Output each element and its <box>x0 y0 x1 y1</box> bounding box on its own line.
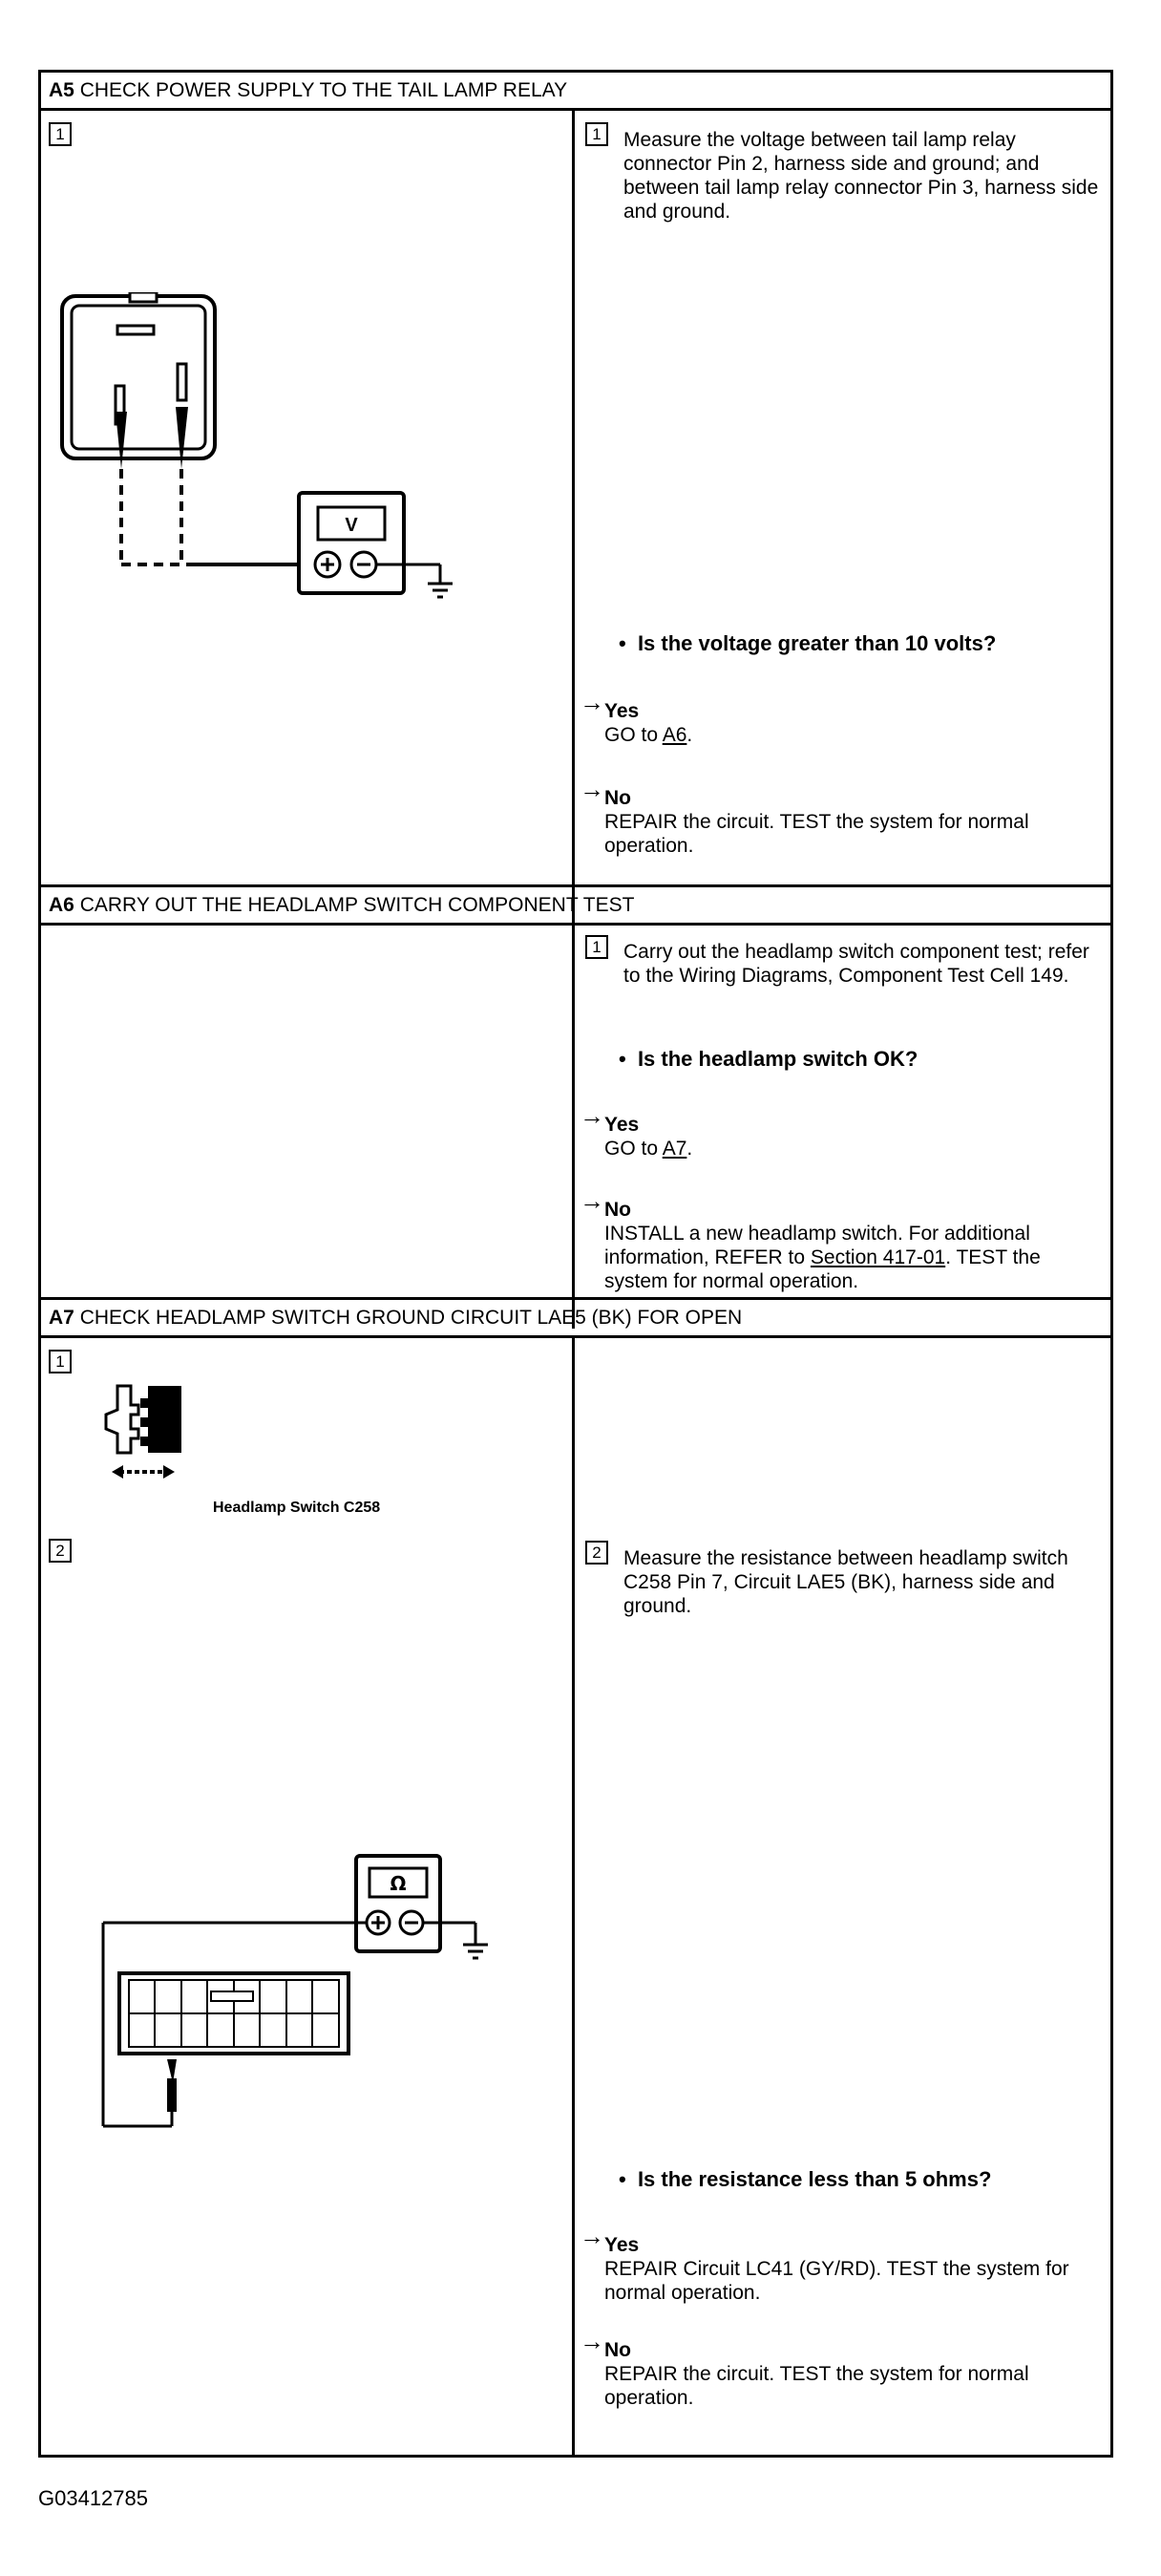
step-a6-instruction: Carry out the headlamp switch component test; refer to the Wiring Diagrams, Component Test Cell 149. <box>623 941 1089 987</box>
step-a6-yes-label: Yes <box>604 1114 640 1136</box>
step-a5-header <box>41 73 1110 111</box>
step-a5-no-action: REPAIR the circuit. TEST the system for normal operation. <box>604 811 1029 857</box>
step-a6-question <box>619 1047 918 1072</box>
step-a5-yes-action <box>604 723 692 747</box>
step-a5-question <box>619 631 996 656</box>
step-a6-no-action <box>604 1222 1101 1293</box>
procedure-table <box>38 70 1113 2458</box>
ohmmeter-connector-illustration <box>98 1854 518 2188</box>
step-a5-yes-label: Yes <box>604 700 640 722</box>
relay-voltmeter-illustration <box>49 292 478 607</box>
step-a6-no-label: No <box>604 1199 631 1221</box>
bullet-glyph: • <box>619 1047 626 1071</box>
step-a7-yes-action: REPAIR Circuit LC41 (GY/RD). TEST the system for normal operation. <box>604 2258 1069 2304</box>
substep-number-box: 2 <box>585 1541 608 1565</box>
step-a6-yes-action <box>604 1137 692 1160</box>
figure-code: G03412785 <box>38 2486 148 2510</box>
yes-arrow-icon: → <box>580 688 604 716</box>
step-a6-header <box>41 887 1110 926</box>
step-a7-header <box>41 1300 1110 1338</box>
step-a5-instruction: Measure the voltage between tail lamp relay connector Pin 2, harness side and ground; and between tail lamp relay connector Pin 3, harness side and ground. <box>623 129 1099 223</box>
step-a7-no-action: REPAIR the circuit. TEST the system for normal operation. <box>604 2363 1029 2409</box>
no-arrow-icon: → <box>580 1186 604 1215</box>
substep-number-box: 1 <box>585 935 608 959</box>
link-section-417-01[interactable]: Section 417-01 <box>810 1246 946 1268</box>
voltmeter-symbol: V <box>345 515 358 536</box>
yes-text: GO to <box>604 724 663 746</box>
column-divider <box>572 111 575 923</box>
bullet-glyph: • <box>619 2167 626 2191</box>
step-a6-id: A6 <box>49 894 74 916</box>
bullet-glyph: • <box>619 631 626 655</box>
yes-arrow-icon: → <box>580 2222 604 2250</box>
yes-arrow-icon: → <box>580 1101 604 1130</box>
substep-number-box: 2 <box>49 1539 72 1563</box>
substep-number-box: 1 <box>585 122 608 146</box>
step-a7-yes-label: Yes <box>604 2234 640 2256</box>
connector-disconnect-illustration <box>89 1381 203 1491</box>
step-a7-title: CHECK HEADLAMP SWITCH GROUND CIRCUIT LAE5 (BK) FOR OPEN <box>79 1307 743 1329</box>
no-text: . TEST the system for normal operation. <box>604 1246 1041 1292</box>
step-a7-no-label: No <box>604 2339 631 2361</box>
step-a5-id: A5 <box>49 79 74 101</box>
ohmmeter-symbol: Ω <box>390 1872 407 1895</box>
link-a7[interactable]: A7 <box>662 1138 687 1160</box>
column-divider <box>572 1338 575 2458</box>
step-a5-title: CHECK POWER SUPPLY TO THE TAIL LAMP RELAY <box>79 79 568 101</box>
step-a7-instruction: Measure the resistance between headlamp switch C258 Pin 7, Circuit LAE5 (BK), harness side and ground. <box>623 1547 1068 1617</box>
step-a7-question <box>619 2167 991 2192</box>
yes-text: GO to <box>604 1138 663 1160</box>
no-text: INSTALL a new headlamp switch. For additional information, REFER to <box>604 1223 1030 1268</box>
step-a5-question-text: Is the voltage greater than 10 volts? <box>637 631 997 655</box>
step-a6-question-text: Is the headlamp switch OK? <box>637 1047 918 1071</box>
no-arrow-icon: → <box>580 775 604 803</box>
step-a6-title: CARRY OUT THE HEADLAMP SWITCH COMPONENT TEST <box>79 894 635 916</box>
yes-suffix: . <box>686 724 693 746</box>
no-arrow-icon: → <box>580 2327 604 2355</box>
column-divider <box>572 926 575 1329</box>
step-a5-no-label: No <box>604 787 631 809</box>
yes-suffix: . <box>686 1138 693 1160</box>
link-a6[interactable]: A6 <box>662 724 687 746</box>
substep-number-box: 1 <box>49 122 72 146</box>
step-a7-id: A7 <box>49 1307 74 1329</box>
connector-caption: Headlamp Switch C258 <box>213 1500 381 1516</box>
substep-number-box: 1 <box>49 1350 72 1373</box>
step-a7-question-text: Is the resistance less than 5 ohms? <box>637 2167 992 2191</box>
